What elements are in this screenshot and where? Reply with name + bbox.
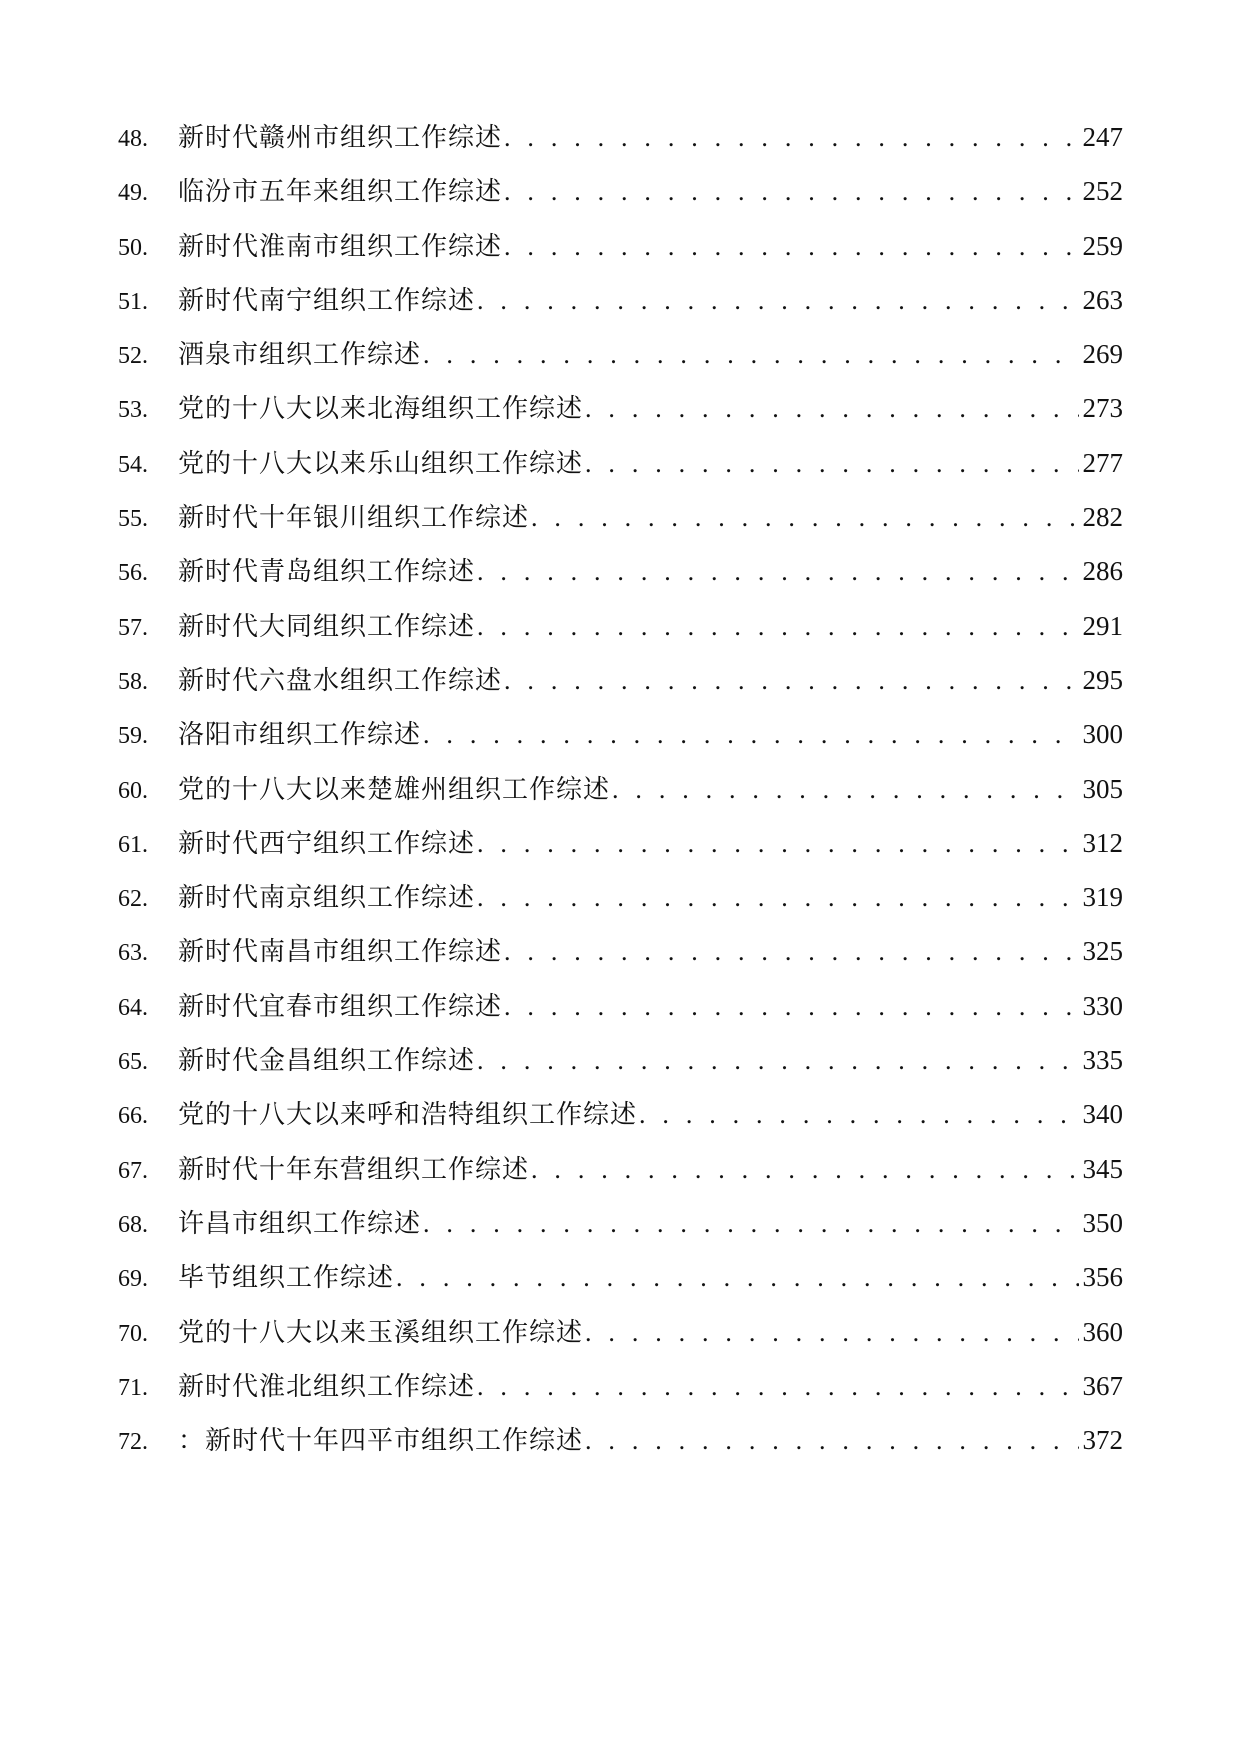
toc-entry-number: 72. (118, 1429, 148, 1456)
toc-entry-number: 58. (118, 668, 148, 695)
toc-dot-leader (612, 775, 1078, 805)
toc-entry-title[interactable]: 新时代金昌组织工作综述 (178, 1046, 476, 1077)
toc-entry-page-number[interactable]: 286 (1082, 556, 1123, 587)
toc-entry-title[interactable]: 新时代赣州市组织工作综述 (178, 123, 503, 153)
toc-entry-page-number[interactable]: 291 (1082, 610, 1123, 641)
toc-entry-title[interactable]: 许昌市组织工作综述 (178, 1208, 422, 1239)
toc-dot-leader (504, 177, 1078, 207)
toc-entry-page-number[interactable]: 360 (1082, 1316, 1123, 1347)
toc-entry[interactable] (118, 556, 1123, 610)
toc-entry-title[interactable]: 新时代南昌市组织工作综述 (178, 937, 503, 968)
toc-entry[interactable] (118, 991, 1123, 1045)
toc-entry-page-number[interactable]: 300 (1082, 719, 1123, 750)
toc-entry-title[interactable]: 党的十八大以来乐山组织工作综述 (178, 448, 584, 479)
toc-dot-leader (423, 720, 1078, 750)
table-of-contents (118, 122, 1123, 1479)
toc-entry-title[interactable]: 新时代南宁组织工作综述 (178, 285, 476, 316)
toc-entry[interactable] (118, 665, 1123, 719)
toc-entry-title[interactable]: 临汾市五年来组织工作综述 (178, 177, 503, 208)
toc-entry-page-number[interactable]: 295 (1082, 664, 1123, 695)
toc-entry-page-number[interactable]: 277 (1082, 447, 1123, 478)
toc-entry-title[interactable]: 党的十八大以来玉溪组织工作综述 (178, 1317, 584, 1348)
toc-entry-title[interactable]: 新时代南京组织工作综述 (178, 883, 476, 914)
toc-dot-leader (396, 1263, 1078, 1293)
toc-dot-leader (477, 557, 1078, 587)
toc-entry-page-number[interactable]: 259 (1082, 230, 1123, 261)
toc-entry-title[interactable]: 洛阳市组织工作综述 (178, 720, 422, 751)
toc-entry-page-number[interactable]: 340 (1082, 1099, 1123, 1130)
toc-entry-title[interactable]: 党的十八大以来北海组织工作综述 (178, 394, 584, 425)
toc-entry-title[interactable]: 新时代青岛组织工作综述 (178, 557, 476, 588)
toc-entry-number: 62. (118, 886, 148, 913)
toc-entry-page-number[interactable]: 252 (1082, 176, 1123, 207)
toc-entry-page-number[interactable]: 269 (1082, 339, 1123, 370)
toc-dot-leader (477, 1372, 1078, 1402)
toc-entry-page-number[interactable]: 330 (1082, 990, 1123, 1021)
toc-entry-title[interactable]: 新时代西宁组织工作综述 (178, 828, 476, 859)
toc-entry-page-number[interactable]: 247 (1082, 122, 1123, 152)
toc-dot-leader (477, 883, 1078, 913)
toc-entry-number: 48. (118, 126, 148, 152)
toc-entry[interactable] (118, 122, 1123, 176)
toc-dot-leader (639, 1100, 1078, 1130)
toc-entry[interactable] (118, 1262, 1123, 1316)
toc-entry-page-number[interactable]: 367 (1082, 1370, 1123, 1401)
toc-entry[interactable] (118, 1317, 1123, 1371)
toc-entry-page-number[interactable]: 282 (1082, 502, 1123, 533)
toc-dot-leader (504, 232, 1078, 262)
toc-entry-title[interactable]: 党的十八大以来楚雄州组织工作综述 (178, 774, 611, 805)
toc-entry-number: 59. (118, 723, 148, 750)
toc-entry-number: 50. (118, 234, 148, 261)
toc-entry-number: 65. (118, 1049, 148, 1076)
toc-entry-title[interactable]: 新时代宜春市组织工作综述 (178, 991, 503, 1022)
toc-entry-page-number[interactable]: 335 (1082, 1045, 1123, 1076)
toc-entry-title[interactable]: ：新时代十年四平市组织工作综述 (178, 1426, 584, 1457)
toc-dot-leader (585, 1318, 1078, 1348)
toc-entry[interactable] (118, 828, 1123, 882)
toc-entry-page-number[interactable]: 312 (1082, 827, 1123, 858)
toc-entry[interactable] (118, 231, 1123, 285)
toc-dot-leader (531, 1155, 1078, 1185)
toc-entry[interactable] (118, 502, 1123, 556)
toc-entry[interactable] (118, 719, 1123, 773)
toc-entry-number: 68. (118, 1211, 148, 1238)
toc-entry[interactable] (118, 339, 1123, 393)
toc-entry[interactable] (118, 936, 1123, 990)
toc-dot-leader (423, 340, 1078, 370)
toc-entry-title[interactable]: 新时代大同组织工作综述 (178, 611, 476, 642)
toc-dot-leader (504, 666, 1078, 696)
toc-entry-title[interactable]: 新时代淮北组织工作综述 (178, 1371, 476, 1402)
toc-entry-number: 61. (118, 831, 148, 858)
toc-entry[interactable] (118, 1099, 1123, 1153)
toc-entry-number: 64. (118, 994, 148, 1021)
toc-entry-number: 66. (118, 1103, 148, 1130)
toc-entry-number: 67. (118, 1157, 148, 1184)
toc-dot-leader (585, 449, 1078, 479)
toc-dot-leader (585, 394, 1078, 424)
toc-entry-number: 57. (118, 614, 148, 641)
toc-entry-title[interactable]: 党的十八大以来呼和浩特组织工作综述 (178, 1100, 638, 1131)
toc-dot-leader (477, 1046, 1078, 1076)
toc-entry-title[interactable]: 新时代淮南市组织工作综述 (178, 231, 503, 262)
toc-entry-page-number[interactable]: 263 (1082, 284, 1123, 315)
toc-entry[interactable] (118, 285, 1123, 339)
toc-entry-title[interactable]: 新时代十年东营组织工作综述 (178, 1154, 530, 1185)
toc-entry[interactable] (118, 448, 1123, 502)
toc-entry-page-number[interactable]: 350 (1082, 1207, 1123, 1238)
toc-entry[interactable] (118, 611, 1123, 665)
toc-entry[interactable] (118, 1154, 1123, 1208)
toc-entry-number: 69. (118, 1266, 148, 1293)
toc-entry-title[interactable]: 毕节组织工作综述 (178, 1263, 395, 1294)
toc-entry-title[interactable]: 酒泉市组织工作综述 (178, 340, 422, 371)
toc-entry[interactable] (118, 1425, 1123, 1479)
toc-dot-leader (585, 1426, 1078, 1456)
toc-entry-number: 52. (118, 343, 148, 370)
toc-dot-leader (423, 1209, 1078, 1239)
toc-entry-page-number[interactable]: 372 (1082, 1425, 1123, 1456)
toc-entry-page-number[interactable]: 319 (1082, 882, 1123, 913)
toc-entry-number: 56. (118, 560, 148, 587)
toc-entry-number: 49. (118, 180, 148, 207)
toc-entry-number: 71. (118, 1374, 148, 1401)
toc-entry-page-number[interactable]: 345 (1082, 1153, 1123, 1184)
toc-entry[interactable] (118, 774, 1123, 828)
toc-dot-leader (504, 937, 1078, 967)
toc-entry[interactable] (118, 176, 1123, 230)
toc-entry[interactable] (118, 393, 1123, 447)
toc-entry[interactable] (118, 1208, 1123, 1262)
toc-entry-number: 54. (118, 451, 148, 478)
toc-entry[interactable] (118, 882, 1123, 936)
toc-entry-page-number[interactable]: 325 (1082, 936, 1123, 967)
toc-dot-leader (504, 123, 1078, 153)
toc-entry[interactable] (118, 1371, 1123, 1425)
toc-entry[interactable] (118, 1045, 1123, 1099)
toc-entry-title[interactable]: 新时代六盘水组织工作综述 (178, 665, 503, 696)
toc-entry-page-number[interactable]: 305 (1082, 773, 1123, 804)
toc-entry-number: 63. (118, 940, 148, 967)
toc-entry-number: 53. (118, 397, 148, 424)
toc-dot-leader (504, 992, 1078, 1022)
toc-entry-page-number[interactable]: 273 (1082, 393, 1123, 424)
toc-entry-number: 55. (118, 506, 148, 533)
toc-entry-title[interactable]: 新时代十年银川组织工作综述 (178, 503, 530, 534)
toc-entry-number: 60. (118, 777, 148, 804)
toc-dot-leader (477, 286, 1078, 316)
toc-entry-number: 51. (118, 288, 148, 315)
toc-dot-leader (531, 503, 1078, 533)
toc-entry-page-number[interactable]: 356 (1082, 1262, 1123, 1293)
toc-dot-leader (477, 829, 1078, 859)
toc-dot-leader (477, 612, 1078, 642)
toc-entry-number: 70. (118, 1320, 148, 1347)
